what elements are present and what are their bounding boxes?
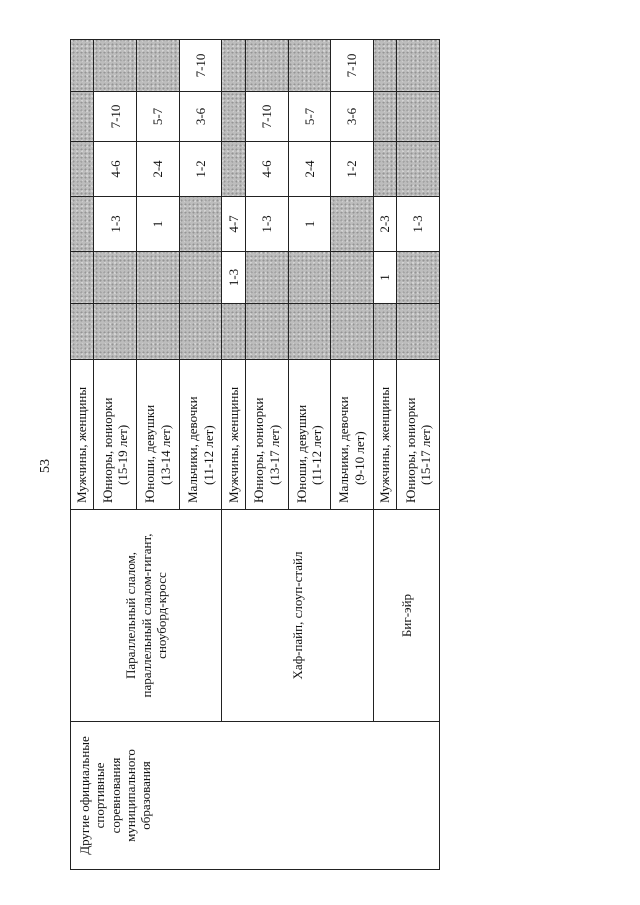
discipline-cell: Параллельный слалом, параллельный слалом-гигант, сноуборд-кросс — [71, 510, 222, 722]
shaded-cell — [179, 197, 222, 252]
shaded-cell — [331, 252, 374, 304]
shaded-cell — [331, 304, 374, 360]
rank-place-cell — [288, 142, 331, 197]
age-group-label: Юноши, девушки — [142, 404, 158, 503]
rank-place-cell — [179, 142, 222, 197]
shaded-cell — [94, 40, 137, 92]
rank-place-value: 1 — [301, 220, 317, 228]
age-range-label: (13-17 лет) — [266, 424, 282, 485]
rank-place-value: 1-2 — [192, 160, 208, 178]
shaded-cell — [71, 304, 94, 360]
shaded-cell — [71, 92, 94, 142]
age-group-cell — [397, 360, 440, 510]
discipline-cell: Хаф-пайп, слоуп-стайл — [222, 510, 373, 722]
rank-place-cell — [94, 92, 137, 142]
rank-place-value: 1 — [377, 274, 393, 281]
shaded-cell — [71, 252, 94, 304]
shaded-cell — [288, 252, 331, 304]
shaded-cell — [331, 197, 374, 252]
rank-place-cell — [245, 197, 288, 252]
age-group-label: Мальчики, девочки — [336, 396, 352, 503]
rank-place-value: 2-4 — [150, 160, 166, 178]
age-group-label: Юниоры, юниорки — [402, 397, 418, 503]
age-group-label: Мальчики, девочки — [185, 396, 200, 503]
shaded-cell — [137, 304, 180, 360]
rank-place-cell — [222, 252, 245, 304]
competition-ranks-table — [70, 39, 440, 870]
rank-place-cell — [331, 92, 374, 142]
shaded-cell — [397, 92, 440, 142]
age-group-cell — [288, 360, 331, 510]
age-group-cell — [94, 360, 137, 510]
rank-place-value: 5-7 — [150, 107, 166, 126]
shaded-cell — [222, 40, 245, 92]
rank-place-cell — [373, 197, 396, 252]
shaded-cell — [137, 252, 180, 304]
rank-place-value: 7-10 — [107, 104, 123, 129]
age-group-cell — [222, 360, 245, 510]
rank-place-cell — [373, 252, 396, 304]
shaded-cell — [179, 304, 222, 360]
rank-place-value: 3-6 — [344, 107, 360, 126]
age-range-label: (11-12 лет) — [200, 425, 216, 485]
rank-place-value: 1-2 — [344, 160, 360, 178]
age-range-label: (13-14 лет) — [157, 424, 173, 485]
age-group-cell — [245, 360, 288, 510]
rotated-table-wrapper — [70, 40, 440, 870]
shaded-cell — [179, 252, 222, 304]
shaded-cell — [373, 92, 396, 142]
rank-place-value: 7-10 — [192, 53, 208, 78]
category-cell: Другие официальные спортивные соревнования муниципального образования — [71, 722, 440, 870]
age-range-label: (15-17 лет) — [418, 424, 434, 485]
shaded-cell — [397, 40, 440, 92]
shaded-cell — [373, 142, 396, 197]
age-group-label: Юноши, девушки — [293, 404, 309, 503]
shaded-cell — [137, 40, 180, 92]
shaded-cell — [245, 252, 288, 304]
age-group-cell — [71, 360, 94, 510]
rank-place-value: 4-6 — [259, 160, 275, 178]
rank-place-value: 4-7 — [225, 215, 241, 233]
rank-place-value: 1-3 — [259, 215, 275, 233]
shaded-cell — [397, 304, 440, 360]
rank-place-cell — [245, 142, 288, 197]
rank-place-cell — [94, 142, 137, 197]
rank-place-value: 7-10 — [344, 53, 360, 78]
rank-place-value: 5-7 — [301, 107, 317, 126]
age-group-label: Юниоры, юниорки — [99, 397, 115, 503]
rank-place-cell — [179, 92, 222, 142]
shaded-cell — [71, 197, 94, 252]
shaded-cell — [397, 142, 440, 197]
shaded-cell — [94, 304, 137, 360]
rank-place-cell — [288, 197, 331, 252]
age-group-label: Мужчины, женщины — [225, 386, 241, 503]
rank-place-value: 1-3 — [107, 215, 123, 233]
rank-place-value: 1 — [150, 220, 166, 228]
table-body — [71, 40, 440, 870]
shaded-cell — [373, 40, 396, 92]
shaded-cell — [71, 142, 94, 197]
rank-place-value: 1-3 — [410, 215, 426, 233]
rank-place-cell — [137, 142, 180, 197]
rank-place-cell — [331, 142, 374, 197]
shaded-cell — [288, 304, 331, 360]
rank-place-value: 4-6 — [107, 160, 123, 178]
rank-place-cell — [288, 92, 331, 142]
rank-place-cell — [331, 40, 374, 92]
discipline-cell: Биг-эйр — [373, 510, 439, 722]
page-number: 53 — [38, 459, 53, 473]
rank-place-cell — [94, 197, 137, 252]
rank-place-cell — [222, 197, 245, 252]
shaded-cell — [373, 304, 396, 360]
age-range-label: (11-12 лет) — [309, 425, 325, 485]
age-group-label: Юниоры, юниорки — [251, 397, 267, 503]
rank-place-value: 7-10 — [259, 104, 275, 129]
shaded-cell — [94, 252, 137, 304]
age-range-label: (15-19 лет) — [115, 424, 131, 485]
age-group-cell — [331, 360, 374, 510]
shaded-cell — [222, 92, 245, 142]
age-group-label: Мужчины, женщины — [74, 386, 90, 503]
rank-place-cell — [245, 92, 288, 142]
rank-place-cell — [397, 197, 440, 252]
shaded-cell — [397, 252, 440, 304]
shaded-cell — [288, 40, 331, 92]
shaded-cell — [222, 304, 245, 360]
rank-place-value: 2-4 — [301, 160, 317, 178]
age-group-cell — [179, 360, 222, 510]
rank-place-value: 2-3 — [377, 215, 393, 233]
age-range-label: (9-10 лет) — [352, 431, 368, 485]
shaded-cell — [222, 142, 245, 197]
rank-place-value: 1-3 — [225, 268, 241, 287]
shaded-cell — [71, 40, 94, 92]
rank-place-cell — [137, 92, 180, 142]
rank-place-value: 3-6 — [192, 107, 208, 126]
rank-place-cell — [137, 197, 180, 252]
shaded-cell — [245, 304, 288, 360]
age-group-cell — [373, 360, 396, 510]
shaded-cell — [245, 40, 288, 92]
rank-place-cell — [179, 40, 222, 92]
age-group-label: Мужчины, женщины — [377, 386, 393, 503]
age-group-cell — [137, 360, 180, 510]
table-row — [71, 40, 94, 870]
